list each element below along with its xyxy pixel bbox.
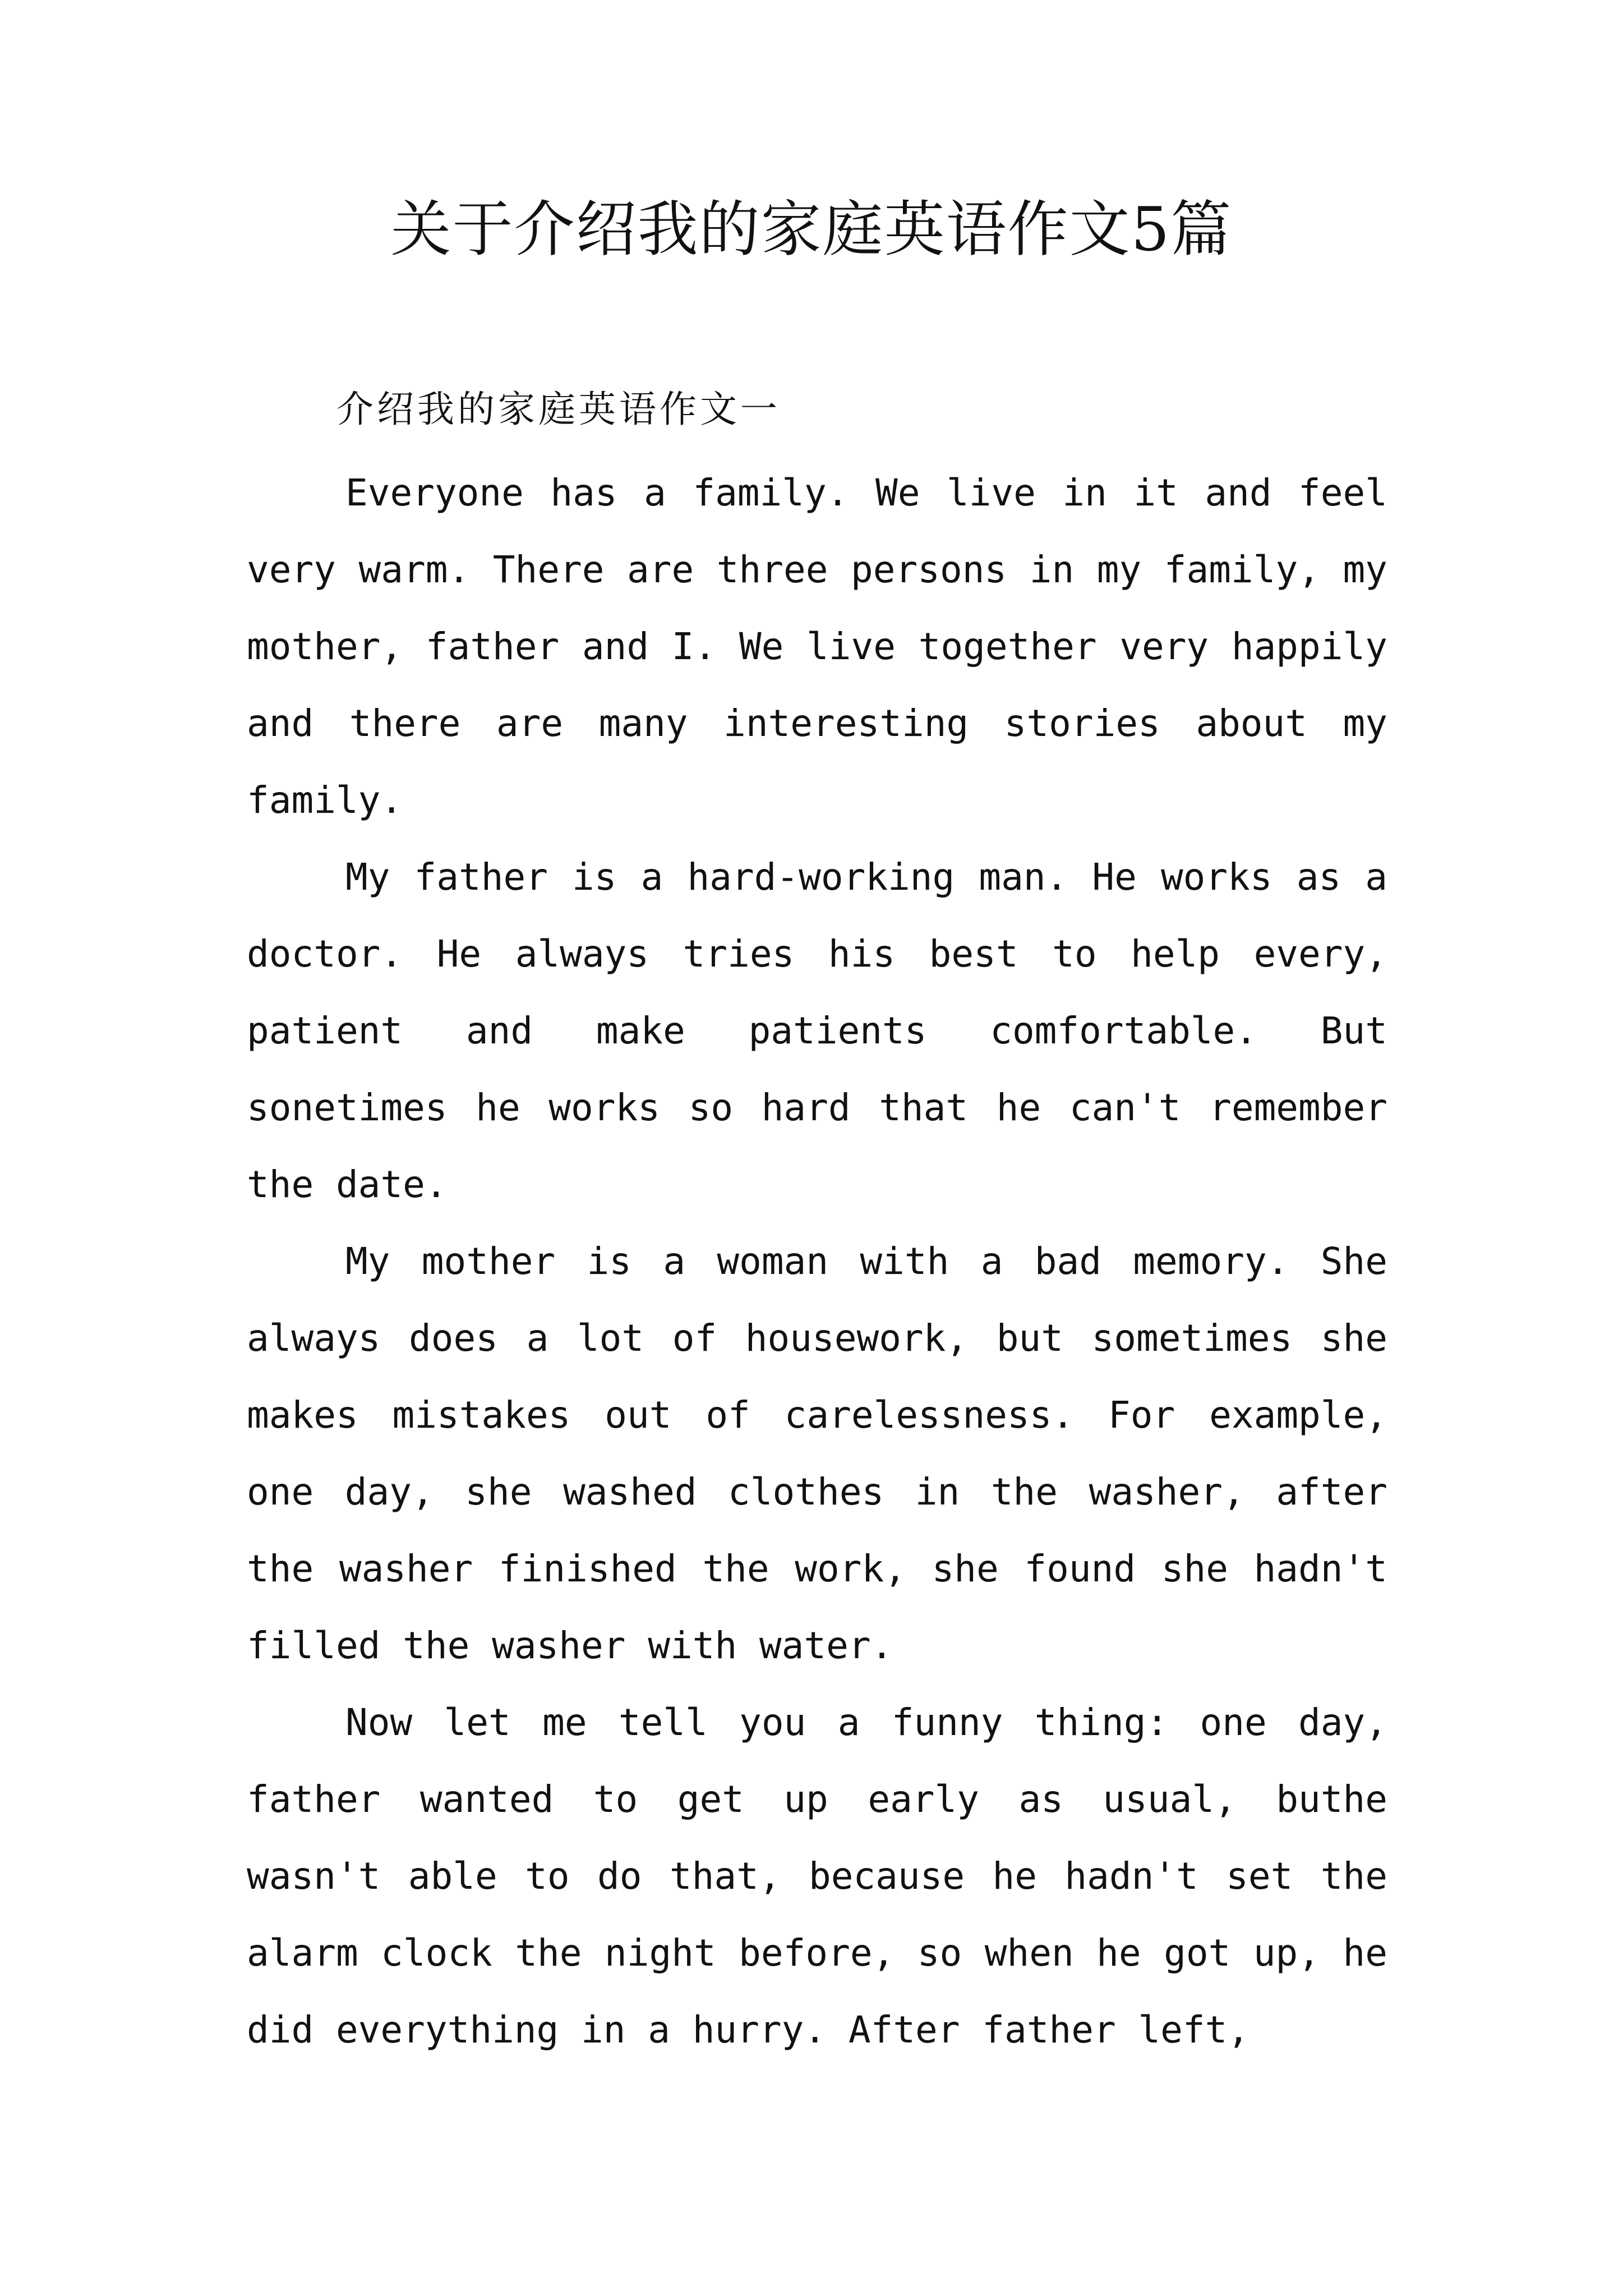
section-heading: 介绍我的家庭英语作文一 bbox=[336, 388, 781, 431]
paragraph-2: My father is a hard-working man. He works as a doctor. He always tries his best to help every, patient and make patients comfortable. But sonetimes he works so hard that he can't remember the date. bbox=[247, 855, 1387, 1206]
body-text bbox=[247, 454, 1387, 2068]
paragraph-1: Everyone has a family. We live in it and feel very warm. There are three persons in my family, my mother, father and I. We live together very happily and there are many interesting stories about my family. bbox=[247, 471, 1387, 822]
document-title: 关于介绍我的家庭英语作文5篇 bbox=[390, 195, 1233, 265]
paragraph-3: My mother is a woman with a bad memory. She always does a lot of housework, but sometimes she makes mistakes out of carelessness. For example, one day, she washed clothes in the washer, after the washer finished the work, she found she hadn't filled the washer with water. bbox=[247, 1240, 1387, 1667]
paragraph-4: Now let me tell you a funny thing: one day, father wanted to get up early as usual, buthe wasn't able to do that, because he hadn't set the alarm clock the night before, so when he got up, he did everything in a hurry. After father left, bbox=[247, 1701, 1387, 2051]
